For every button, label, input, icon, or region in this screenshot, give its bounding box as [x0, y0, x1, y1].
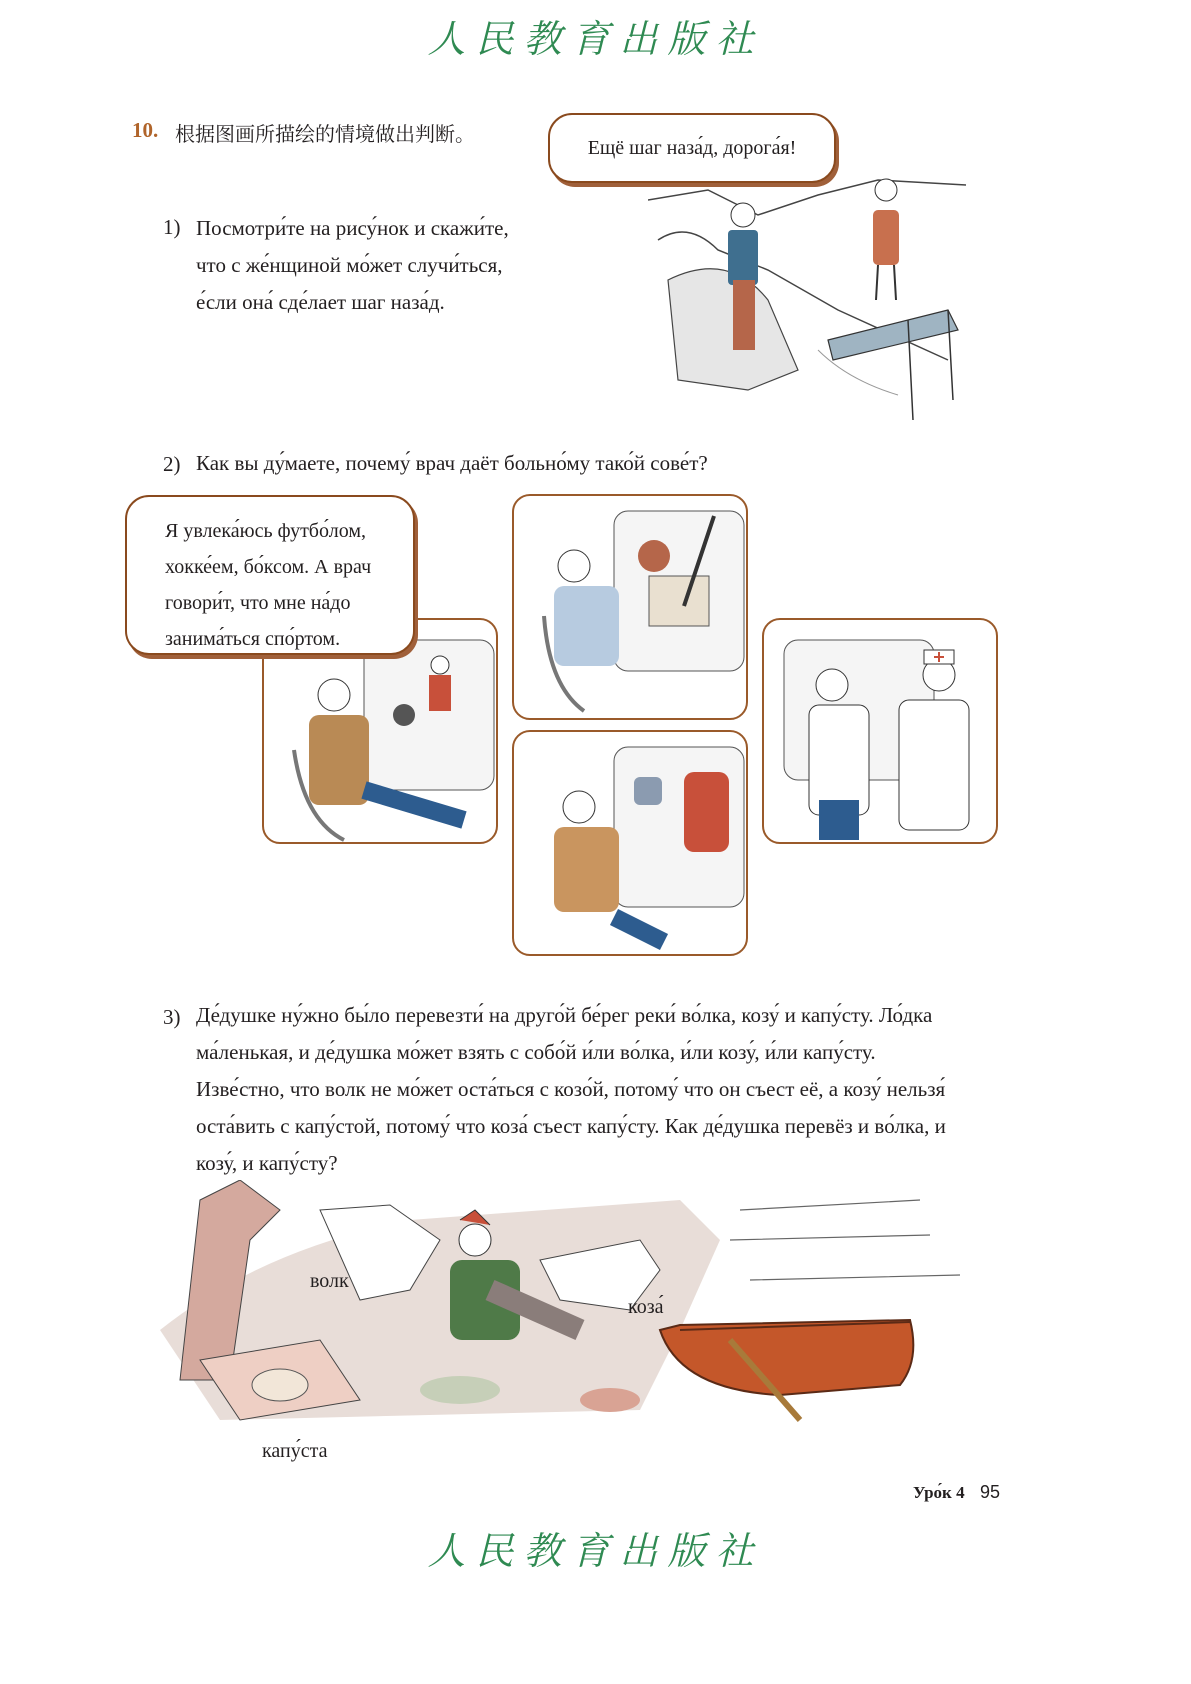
q1-line: Посмотри́те на рису́нок и скажи́те, [196, 216, 509, 240]
q1-text [196, 210, 596, 321]
panel-hockey [512, 494, 748, 720]
lesson-label: Уро́к 4 [913, 1483, 965, 1502]
q1-line: е́сли она́ сде́лает шаг наза́д. [196, 290, 445, 314]
publisher-logo-bottom: 人民教育出版社 [427, 1529, 764, 1573]
q3-number: 3) [163, 1005, 181, 1029]
q3-line: козу́, и капу́сту? [196, 1151, 338, 1175]
publisher-logo: 人民教育出版社 [427, 17, 764, 61]
q3-line: Де́душке ну́жно бы́ло перевезти́ на друго́й бе́рег реки́ во́лка, козу́ и капу́сту. Ло́дка [196, 1003, 933, 1027]
speech-line: хокке́ем, бо́ксом. А врач [165, 556, 372, 578]
panel-doctor [762, 618, 998, 844]
panel-boxing [512, 730, 748, 956]
q1-illustration-cliff [648, 160, 968, 420]
task-title: 根据图画所描绘的情境做出判断。 [175, 122, 475, 146]
q1-number: 1) [163, 215, 181, 239]
label-cabbage: капу́ста [262, 1440, 328, 1462]
q2-question: Как вы ду́маете, почему́ врач даёт больно́му тако́й сове́т? [196, 451, 708, 475]
speech-bubble-q2 [125, 495, 415, 655]
q2-number: 2) [163, 452, 181, 476]
q3-line: оста́вить с капу́стой, потому́ что коза́ съест капу́сту. Как де́душка перевёз и во́лка, и [196, 1114, 946, 1138]
q3-line: ма́ленькая, и де́душка мо́жет взять с собо́й и́ли во́лка, и́ли козу́, и́ли капу́сту. [196, 1040, 876, 1064]
speech-line: говори́т, что мне на́до [165, 592, 351, 614]
speech-bubble-q1 [548, 113, 836, 183]
label-wolf: волк [310, 1270, 349, 1292]
q3-line: Изве́стно, что волк не мо́жет оста́ться с козо́й, потому́ что он съест её, а козу́ нельзя́ [196, 1077, 946, 1101]
page-number: 95 [980, 1482, 1001, 1502]
speech-bubble-text: Ещё шаг наза́д, дорога́я! [587, 137, 797, 159]
speech-line: занима́ться спо́ртом. [165, 628, 341, 650]
q1-line: что с же́нщиной мо́жет случи́ться, [196, 253, 503, 277]
q3-illustration-river [160, 1180, 990, 1430]
label-goat: коза́ [628, 1296, 664, 1318]
task-number: 10. [132, 118, 159, 142]
speech-line: Я увлека́юсь футбо́лом, [165, 520, 366, 542]
q3-text [196, 997, 1096, 1182]
